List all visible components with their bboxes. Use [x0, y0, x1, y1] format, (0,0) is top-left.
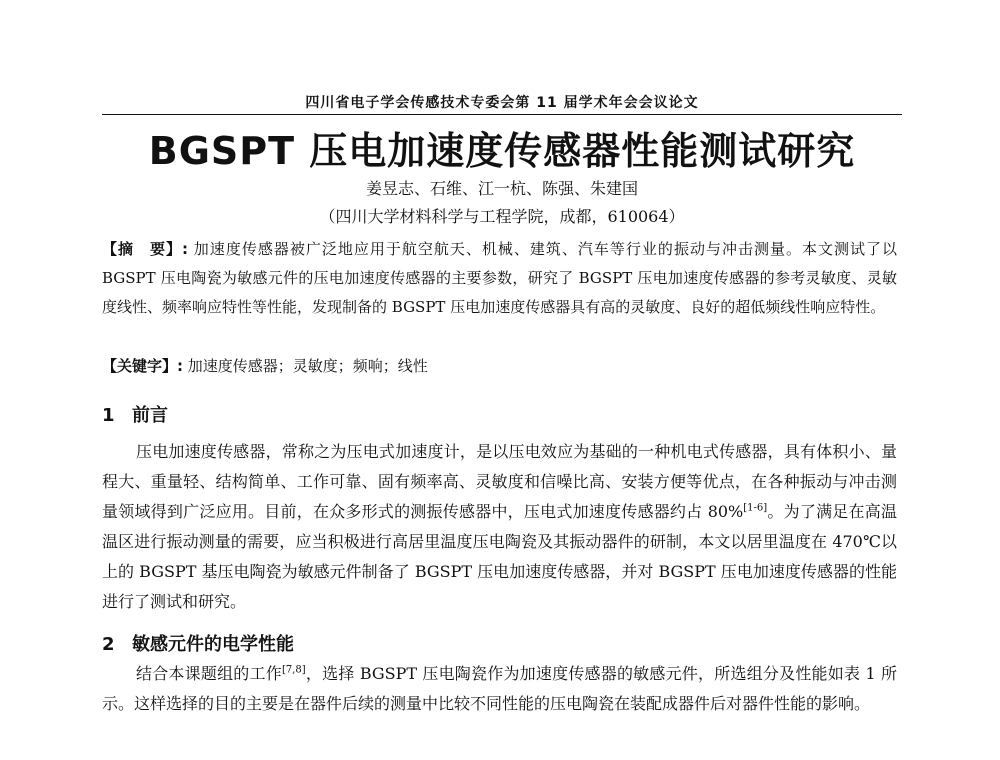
keywords-text: 加速度传感器；灵敏度；频响；线性: [183, 357, 428, 375]
paragraph-text: 结合本课题组的工作: [136, 664, 282, 683]
paper-title: BGSPT 压电加速度传感器性能测试研究: [148, 129, 856, 173]
section-title: 前言: [132, 405, 168, 426]
keywords-block: [102, 355, 897, 376]
abstract-text: 加速度传感器被广泛地应用于航空航天、机械、建筑、汽车等行业的振动与冲击测量。本文测试了以 BGSPT 压电陶瓷为敏感元件的压电加速度传感器的主要参数，研究了 BGSPT 压电加速度传感器的参考灵敏度、灵敏度线性、频率响应特性等性能，发现制备的 BGSPT 压电加速度传感器具有高的灵敏度、良好的超低频线性响应特性。: [102, 240, 898, 316]
paragraph-text: 压电加速度传感器，常称之为压电式加速度计，是以压电效应为基础的一种机电式传感器，具有体积小、量程大、重量轻、结构简单、工作可靠、固有频率高、灵敏度和信噪比高、安装方便等优点，在各种振动与冲击测量领域得到广泛应用。目前，在众多形式的测振传感器中，压电式加速度传感器约占 80%: [102, 442, 897, 521]
citation-ref: [1-6]: [743, 502, 768, 514]
section-title: 敏感元件的电学性能: [132, 634, 294, 655]
paper-affiliation: （四川大学材料科学与工程学院，成都，610064）: [319, 207, 685, 226]
section-number: 1: [102, 405, 115, 426]
paper-authors: 姜昱志、石维、江一杭、陈强、朱建国: [365, 179, 638, 198]
keywords-label: 【关键字】:: [102, 357, 183, 375]
abstract-label: 【摘 要】:: [102, 240, 189, 258]
section-number: 2: [102, 634, 115, 655]
paragraph-text: 。为了满足在高温温区进行振动测量的需要，应当积极进行高居里温度压电陶瓷及其振动器件的研制，本文以居里温度在 470℃以上的 BGSPT 基压电陶瓷为敏感元件制备了 BGSPT 压电加速度传感器，并对 BGSPT 压电加速度传感器的性能进行了测试和研究。: [102, 502, 897, 611]
abstract-block: [102, 235, 897, 322]
section-heading-intro: [102, 401, 168, 427]
running-header: 四川省电子学会传感技术专委会第 11 届学术年会会议论文: [305, 95, 699, 111]
section-heading-electrical: [102, 630, 294, 656]
section-paragraph-intro: [102, 437, 897, 617]
header-divider: [102, 114, 902, 115]
citation-ref: [7,8]: [281, 664, 306, 676]
section-paragraph-electrical: [102, 659, 897, 719]
paragraph-text: ，选择 BGSPT 压电陶瓷作为加速度传感器的敏感元件，所选组分及性能如表 1 所示。这样选择的目的主要是在器件后续的测量中比较不同性能的压电陶瓷在装配成器件后对器件性能的影响。: [102, 664, 897, 713]
